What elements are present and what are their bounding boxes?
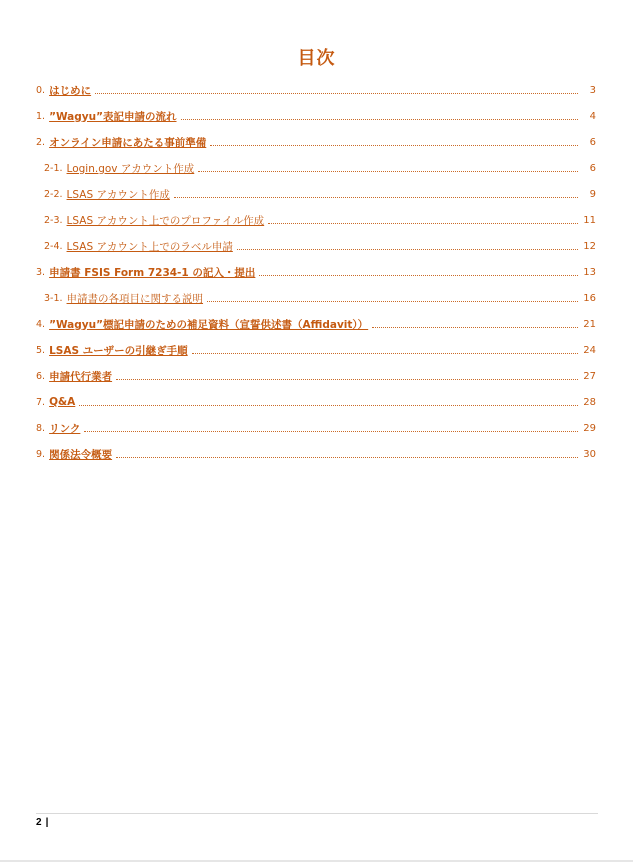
toc-entry-number: 1. — [36, 110, 46, 122]
toc-entry-link[interactable]: LSAS ユーザーの引継ぎ手順 — [49, 344, 188, 357]
toc-entry[interactable] — [36, 181, 596, 207]
toc-leader-dots — [259, 274, 578, 276]
toc-leader-dots — [181, 118, 578, 120]
toc-entry[interactable] — [36, 259, 596, 285]
toc-entry-link[interactable]: 申請書の各項目に関する説明 — [66, 292, 204, 305]
page-footer — [36, 817, 48, 828]
toc-entry[interactable] — [36, 441, 596, 467]
toc-entry-link[interactable]: はじめに — [49, 84, 92, 97]
toc-entry-page-number: 29 — [583, 422, 596, 434]
toc-entry-number: 5. — [36, 344, 46, 356]
toc-entry[interactable] — [36, 103, 596, 129]
toc-entry[interactable] — [36, 129, 596, 155]
toc-entry-page-number: 4 — [589, 110, 596, 122]
toc-leader-dots — [174, 196, 578, 198]
toc-entry-page-number: 30 — [583, 448, 596, 460]
toc-entry[interactable] — [36, 233, 596, 259]
toc-entry[interactable] — [36, 311, 596, 337]
toc-leader-dots — [198, 170, 578, 172]
toc-entry-page-number: 13 — [583, 266, 596, 278]
toc-entry-page-number: 12 — [583, 240, 596, 252]
toc-leader-dots — [372, 326, 578, 328]
toc-leader-dots — [268, 222, 578, 224]
toc-entry-number: 2-2. — [44, 188, 63, 200]
toc-leader-dots — [95, 92, 578, 94]
toc-entry-link[interactable]: LSAS アカウント上でのラベル申請 — [66, 240, 233, 253]
toc-leader-dots — [192, 352, 578, 354]
toc-entry-number: 7. — [36, 396, 46, 408]
toc-entry-page-number: 28 — [583, 396, 596, 408]
toc-entry[interactable] — [36, 363, 596, 389]
toc-entry-page-number: 24 — [583, 344, 596, 356]
toc-entry-number: 2-3. — [44, 214, 63, 226]
toc-entry-number: 3. — [36, 266, 46, 278]
toc-entry-link[interactable]: LSAS アカウント上でのプロファイル作成 — [66, 214, 265, 227]
toc-entry-page-number: 21 — [583, 318, 596, 330]
toc-entry-number: 2. — [36, 136, 46, 148]
table-of-contents — [36, 77, 596, 467]
toc-entry-number: 8. — [36, 422, 46, 434]
toc-entry-link[interactable]: リンク — [49, 422, 81, 435]
toc-entry-page-number: 6 — [589, 162, 596, 174]
toc-entry-number: 2-1. — [44, 162, 63, 174]
toc-leader-dots — [210, 144, 578, 146]
toc-entry-link[interactable]: オンライン申請にあたる事前準備 — [49, 136, 207, 149]
toc-leader-dots — [116, 456, 578, 458]
toc-entry-link[interactable]: ”Wagyu”表記申請の流れ — [49, 110, 177, 123]
toc-entry-link[interactable]: Login.gov アカウント作成 — [66, 162, 195, 175]
toc-entry-link[interactable]: 申請書 FSIS Form 7234-1 の記入・提出 — [49, 266, 256, 279]
toc-entry-link[interactable]: Q&A — [49, 396, 76, 408]
toc-entry-link[interactable]: ”Wagyu”標記申請のための補足資料（宣誓供述書（Affidavit）） — [49, 318, 369, 331]
toc-entry[interactable] — [36, 155, 596, 181]
toc-entry[interactable] — [36, 337, 596, 363]
toc-title: 目次 — [297, 48, 336, 69]
toc-entry-number: 2-4. — [44, 240, 63, 252]
toc-entry-page-number: 9 — [589, 188, 596, 200]
toc-entry[interactable] — [36, 285, 596, 311]
toc-leader-dots — [207, 300, 578, 302]
footer-page-number: 2 — [36, 817, 42, 828]
toc-entry-link[interactable]: 申請代行業者 — [49, 370, 113, 383]
toc-entry-page-number: 6 — [589, 136, 596, 148]
toc-entry-number: 4. — [36, 318, 46, 330]
toc-leader-dots — [84, 430, 578, 432]
toc-entry[interactable] — [36, 415, 596, 441]
toc-entry[interactable] — [36, 389, 596, 415]
toc-entry-page-number: 16 — [583, 292, 596, 304]
toc-entry-page-number: 3 — [589, 84, 596, 96]
toc-entry-link[interactable]: LSAS アカウント作成 — [66, 188, 170, 201]
footer-separator: | — [45, 817, 49, 828]
toc-entry[interactable] — [36, 207, 596, 233]
toc-entry[interactable] — [36, 77, 596, 103]
toc-leader-dots — [116, 378, 578, 380]
toc-entry-page-number: 11 — [583, 214, 596, 226]
toc-leader-dots — [79, 404, 578, 406]
toc-entry-page-number: 27 — [583, 370, 596, 382]
toc-entry-number: 0. — [36, 84, 46, 96]
toc-entry-link[interactable]: 関係法令概要 — [49, 448, 113, 461]
toc-entry-number: 9. — [36, 448, 46, 460]
footer-divider — [36, 813, 598, 814]
toc-entry-number: 6. — [36, 370, 46, 382]
toc-entry-number: 3-1. — [44, 292, 63, 304]
toc-leader-dots — [237, 248, 578, 250]
